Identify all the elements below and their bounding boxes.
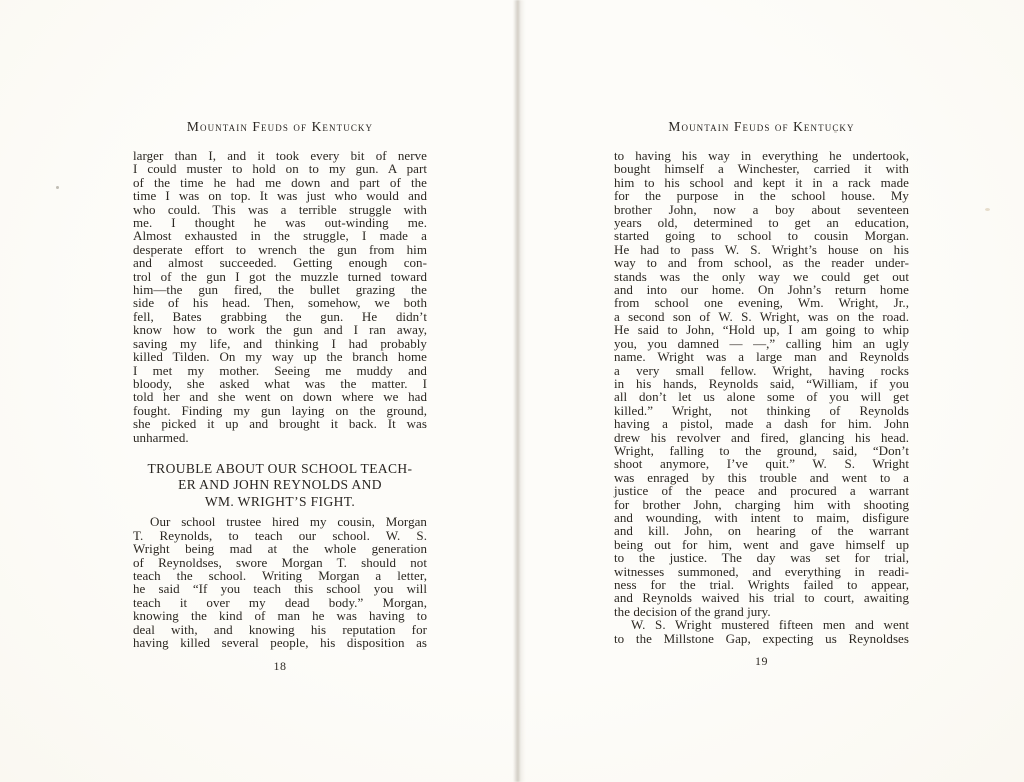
text-line: know how to work the gun and I ran away, — [133, 322, 427, 338]
text-line: to having his way in everything he undertook, — [614, 148, 909, 163]
text-line: Almost exhausted in the struggle, I made a — [133, 228, 427, 244]
text-line: killed Tilden. On my way up the branch home — [133, 349, 427, 365]
scan-speck — [985, 208, 990, 211]
page-number-18: 18 — [273, 658, 287, 673]
text-line: WM. WRIGHT’S FIGHT. — [204, 493, 356, 509]
right-paragraph-1 — [614, 149, 909, 618]
text-line: of Reynoldses, swore Morgan T. should not — [133, 554, 427, 570]
text-line: deal with, and knowing his reputation for — [133, 621, 427, 637]
text-line: trol of the gun I got the muzzle turned toward — [133, 268, 427, 284]
text-line: shoot anymore, I’ve quit.” W. S. Wright — [614, 456, 909, 472]
text-line: TROUBLE ABOUT OUR SCHOOL TEACH- — [147, 460, 413, 476]
text-line: larger than I, and it took every bit of nerve — [133, 148, 427, 163]
right-book-page — [614, 120, 909, 669]
page-number-19: 19 — [755, 654, 768, 669]
text-line: Wright being mad at the whole generation — [133, 541, 427, 557]
text-line: teach it over my dead body.” Morgan, — [133, 594, 427, 610]
text-line: to the Millstone Gap, expecting us Reynoldses — [614, 630, 909, 646]
text-line: drew his revolver and fired, glancing his head. — [614, 429, 909, 445]
text-line: I met my mother. Seeing me muddy and — [133, 362, 427, 378]
text-line: Our school trustee hired my cousin, Morgan — [150, 514, 427, 530]
text-line: and into our home. On John’s return home — [614, 282, 909, 298]
text-line: justice of the peace and procured a warrant — [614, 483, 909, 499]
text-line: was enraged by this trouble and went to a — [614, 469, 909, 485]
text-line: way to and from school, as the reader under- — [614, 255, 909, 271]
text-line: time I was on top. It was just who would and — [133, 188, 427, 204]
text-line: teach the school. Writing Morgan a letter, — [133, 568, 427, 584]
text-line: a very small fellow. Wright, having rocks — [614, 362, 909, 378]
text-line: Wright, falling to the ground, said, “Don’t — [614, 442, 909, 458]
section-heading — [133, 461, 427, 511]
text-line: to the justice. The day was set for trial, — [614, 550, 909, 566]
text-line: He said to John, “Hold up, I am going to whip — [614, 322, 909, 338]
text-line: and Reynolds waived his trial to court, awaiting — [614, 590, 909, 606]
text-line: T. Reynolds, to teach our school. W. S. — [133, 527, 427, 543]
right-paragraph-2 — [614, 618, 909, 645]
scan-speck — [56, 186, 59, 189]
text-line: who could. This was a terrible struggle with — [133, 201, 427, 217]
text-line: he said “If you teach this school you will — [133, 581, 427, 597]
text-line: He had to pass W. S. Wright’s house on his — [614, 241, 909, 257]
text-line: stands was the only way we could get out — [614, 268, 909, 284]
left-book-page — [133, 120, 427, 674]
text-line: desperate effort to wrench the gun from him — [133, 241, 427, 257]
text-line: started going to school to cousin Morgan. — [614, 228, 909, 244]
text-line: bloody, she asked what was the matter. I — [133, 375, 427, 391]
text-line: from school one evening, Wm. Wright, Jr., — [614, 295, 909, 311]
book-gutter-shadow — [513, 0, 525, 782]
text-line: bought himself a Winchester, carried it with — [614, 161, 909, 177]
text-line: him—the gun fired, the bullet grazing the — [133, 282, 427, 298]
text-line: a second son of W. S. Wright, was on the road. — [614, 308, 909, 324]
text-line: being out for him, went and gave himself up — [614, 536, 909, 552]
running-head-right: Mountain Feuds of Kentucky — [668, 119, 855, 134]
text-line: having killed several people, his disposition as — [133, 635, 427, 651]
text-line: for the purpose in the school house. My — [614, 188, 909, 204]
left-paragraph-2 — [133, 515, 427, 649]
text-line: years old, determined to get an education, — [614, 215, 909, 231]
text-line: ER AND JOHN REYNOLDS AND — [178, 477, 382, 493]
text-line: and kill. John, on hearing of the warrant — [614, 523, 909, 539]
text-line: told her and she went on down where we had — [133, 389, 427, 405]
text-line: of the time he had me down and part of the — [133, 174, 427, 190]
text-line: ness for the trial. Wrights failed to appear, — [614, 577, 909, 592]
text-line: brother John, now a boy about seventeen — [614, 201, 909, 217]
text-line: saving my life, and thinking I had probably — [133, 335, 427, 351]
text-line: and wounding, with intent to maim, disfigure — [614, 509, 909, 525]
running-head-left: Mountain Feuds of Kentucky — [186, 119, 374, 134]
text-line: having a pistol, made a dash for him. John — [614, 416, 909, 432]
text-line: killed.” Wright, not thinking of Reynolds — [614, 402, 909, 418]
left-paragraph-1 — [133, 149, 427, 444]
text-line: she picked it up and brought it back. It was — [133, 416, 427, 432]
text-line: fought. Finding my gun laying on the ground, — [133, 402, 427, 418]
text-line: witnesses summoned, and everything in readi- — [614, 563, 909, 579]
text-line: I could muster to hold on to my gun. A part — [133, 161, 427, 177]
text-line: knowing the kind of man he was having to — [133, 608, 427, 624]
text-line: in his hands, Reynolds said, “William, if you — [614, 375, 909, 391]
text-line: all don’t let us alone some of you will get — [614, 389, 909, 405]
text-line: fell, Bates grabbing the gun. He didn’t — [133, 308, 427, 324]
text-line: for brother John, charging him with shooting — [614, 496, 909, 512]
text-line: me. I thought he was out-winding me. — [133, 215, 427, 231]
text-line: you, you damned — —,” calling him an ugly — [614, 335, 909, 351]
text-line: him to his school and kept it in a rack made — [614, 174, 909, 190]
text-line: the decision of the grand jury. — [614, 603, 771, 619]
text-line: W. S. Wright mustered fifteen men and went — [631, 617, 909, 633]
text-line: side of his head. Then, somehow, we both — [133, 295, 427, 311]
text-line: and almost succeeded. Getting enough con- — [133, 255, 427, 271]
text-line: name. Wright was a large man and Reynolds — [614, 349, 909, 365]
text-line: unharmed. — [133, 429, 189, 445]
